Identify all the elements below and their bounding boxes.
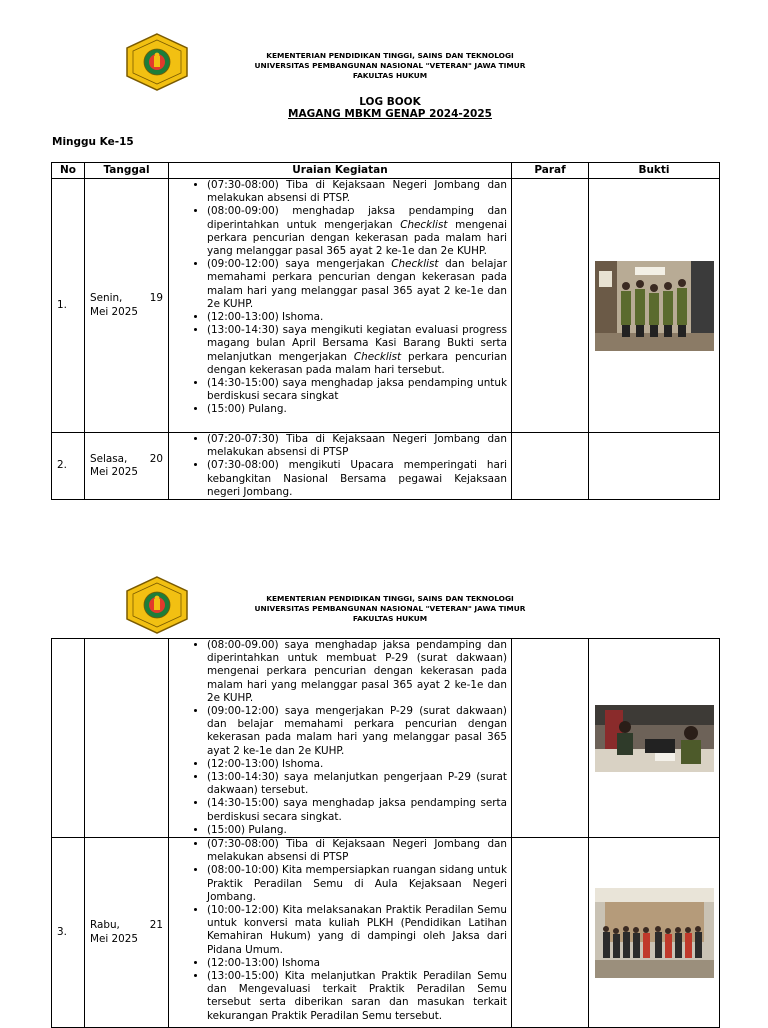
activity-item [207,433,507,459]
row-month: Mei 2025 [90,932,138,945]
activity-text: (15:00) Pulang. [207,823,287,836]
table-row [52,639,720,838]
activity-item [207,324,507,377]
row-number: 3. [52,838,85,1028]
activity-item [207,771,507,797]
column-header-paraf: Paraf [512,163,589,179]
row-bukti [589,639,720,838]
activity-list [169,433,507,499]
evidence-photo-2 [595,705,714,772]
activity-list [169,838,507,1023]
row-date [85,433,169,500]
row-activities [169,179,512,433]
row-bukti [589,433,720,500]
evidence-photo-3 [595,888,714,978]
activity-text: (07:30-08:00) mengikuti Upacara memperingati hari kebangkitan Nasional Bersama pegawai Kejaksaan negeri Jombang. [207,459,507,498]
activity-text-continued: dan belajar memahami perkara pencurian dengan kekerasan pada malam hari yang melanggar pasal 365 ayat 2 ke-1e dan 2e KUHP. [207,258,507,310]
faculty-name: FAKULTAS HUKUM [352,614,428,623]
week-label: Minggu Ke-15 [52,136,134,148]
activity-text: (13:00-14:30) saya mengikuti kegiatan evaluasi progress magang bulan April Bersama Kasi Barang Bukti serta melanjutkan mengerjakan [207,324,507,363]
column-header-date: Tanggal [85,163,169,179]
university-name: UNIVERSITAS PEMBANGUNAN NASIONAL "VETERAN" JAWA TIMUR [254,61,526,70]
activity-text: (14:30-15:00) saya menghadap jaksa pendamping serta berdiskusi secara singkat. [207,797,507,823]
activity-item [207,797,507,823]
row-date [85,179,169,433]
university-name: UNIVERSITAS PEMBANGUNAN NASIONAL "VETERAN" JAWA TIMUR [254,604,526,613]
activity-text: (12:00-13:00) Ishoma [207,956,320,969]
table-row [52,838,720,1028]
row-paraf [512,639,589,838]
activity-item [207,311,507,324]
table-header-row [52,163,720,179]
row-activities [169,838,512,1028]
row-paraf [512,179,589,433]
activity-text: (07:30-08:00) Tiba di Kejaksaan Negeri Jombang dan melakukan absensi di PTSP. [207,179,507,205]
activity-text: (12:00-13:00) Ishoma. [207,757,324,770]
row-activities [169,639,512,838]
row-bukti [589,838,720,1028]
logbook-table [51,162,720,500]
activity-item [207,824,507,837]
ministry-name: KEMENTERIAN PENDIDIKAN TINGGI, SAINS DAN TEKNOLOGI [266,594,514,603]
activity-text: (08:00-10:00) Kita mempersiapkan ruangan sidang untuk Praktik Peradilan Semu di Aula Kejaksaan Negeri Jombang. [207,864,507,903]
activity-text: (08:00-09.00) saya menghadap jaksa pendamping dan diperintahkan untuk membuat P-29 (surat dakwaan) mengenai perkara pencurian dengan kekerasan pada malam hari yang melanggar pasal 365 ayat 2 ke-1e dan 2e KUHP. [207,639,507,704]
logbook-table-continued [51,638,720,1028]
program-title: MAGANG MBKM GENAP 2024-2025 [288,108,492,120]
document-title [200,96,580,120]
activity-text: (10:00-12:00) Kita melaksanakan Praktik Peradilan Semu untuk konversi mata kuliah PLKH (Pendidikan Latihan Kemahiran Hukum) yang di dampingi oleh Jaksa dari Pidana Umum. [207,904,507,956]
ministry-name: KEMENTERIAN PENDIDIKAN TINGGI, SAINS DAN TEKNOLOGI [266,51,514,60]
row-day-number: 20 [149,452,163,465]
activity-text: (13:00-14:30) saya melanjutkan pengerjaan P-29 (surat dakwaan) tersebut. [207,771,507,797]
row-number: 2. [52,433,85,500]
row-date [85,838,169,1028]
column-header-description: Uraian Kegiatan [169,163,512,179]
activity-item [207,258,507,311]
row-day: Selasa, [90,452,128,465]
activity-item [207,179,507,205]
activity-item [207,639,507,705]
activity-item [207,904,507,957]
activity-item [207,957,507,970]
column-header-no: No [52,163,85,179]
table-row [52,433,720,500]
row-day: Senin, [90,292,123,305]
activity-item [207,970,507,1023]
activity-text: (09:00-12:00) saya mengerjakan P-29 (surat dakwaan) dan belajar memahami perkara pencurian dengan kekerasan pada malam hari yang melanggar pasal 365 ayat 2 ke-1e dan 2e KUHP. [207,705,507,757]
activity-item [207,403,507,416]
activity-item [207,205,507,258]
row-day: Rabu, [90,919,120,932]
logbook-page-2 [0,560,768,1024]
activity-text: (09:00-12:00) saya mengerjakan [207,258,392,271]
activity-emphasis: Checklist [353,350,402,363]
table-row [52,179,720,433]
institution-header [200,594,580,624]
activity-item [207,864,507,904]
university-logo [125,576,189,634]
row-day-number: 21 [149,919,163,932]
activity-list [169,639,507,837]
activity-text-continued: mengenai perkara pencurian dengan kekerasan pada malam hari yang melanggar pasal 365 ayat 2 ke-1e dan 2e KUHP. [207,218,508,258]
activity-emphasis: Checklist [400,218,448,231]
row-activities [169,433,512,500]
activity-text: (07:20-07:30) Tiba di Kejaksaan Negeri Jombang dan melakukan absensi di PTSP [207,433,507,459]
activity-text: (07:30-08:00) Tiba di Kejaksaan Negeri Jombang dan melakukan absensi di PTSP [207,838,507,864]
evidence-photo-1 [595,261,714,351]
activity-text: (12:00-13:00) Ishoma. [207,311,324,324]
activity-item [207,758,507,771]
faculty-name: FAKULTAS HUKUM [352,71,428,80]
logbook-title: LOG BOOK [359,96,421,108]
row-paraf [512,838,589,1028]
row-month: Mei 2025 [90,305,138,318]
university-logo [125,33,189,91]
row-paraf [512,433,589,500]
activity-item [207,459,507,499]
row-date [85,639,169,838]
row-number [52,639,85,838]
activity-list [169,179,507,417]
activity-text: (14:30-15:00) saya menghadap jaksa pendamping untuk berdiskusi secara singkat [207,377,507,403]
activity-item [207,838,507,864]
activity-text: (13:00-15:00) Kita melanjutkan Praktik Peradilan Semu dan Mengevaluasi terkait Praktik Peradilan Semu tersebut serta diberikan saran dan masukan terkait kekurangan Praktik Peradilan Semu tersebut. [207,970,507,1022]
activity-item [207,377,507,403]
column-header-bukti: Bukti [589,163,720,179]
row-month: Mei 2025 [90,466,138,478]
activity-text-continued: perkara pencurian dengan kekerasan pada malam hari tersebut. [207,350,507,376]
activity-emphasis: Checklist [391,258,439,271]
institution-header [200,51,580,81]
activity-item [207,705,507,758]
activity-text: (15:00) Pulang. [207,403,287,416]
activity-text: (08:00-09:00) menghadap jaksa pendamping dan diperintahkan untuk mengerjakan [207,205,507,231]
row-day-number: 19 [149,292,163,305]
row-number: 1. [52,179,85,433]
row-bukti [589,179,720,433]
